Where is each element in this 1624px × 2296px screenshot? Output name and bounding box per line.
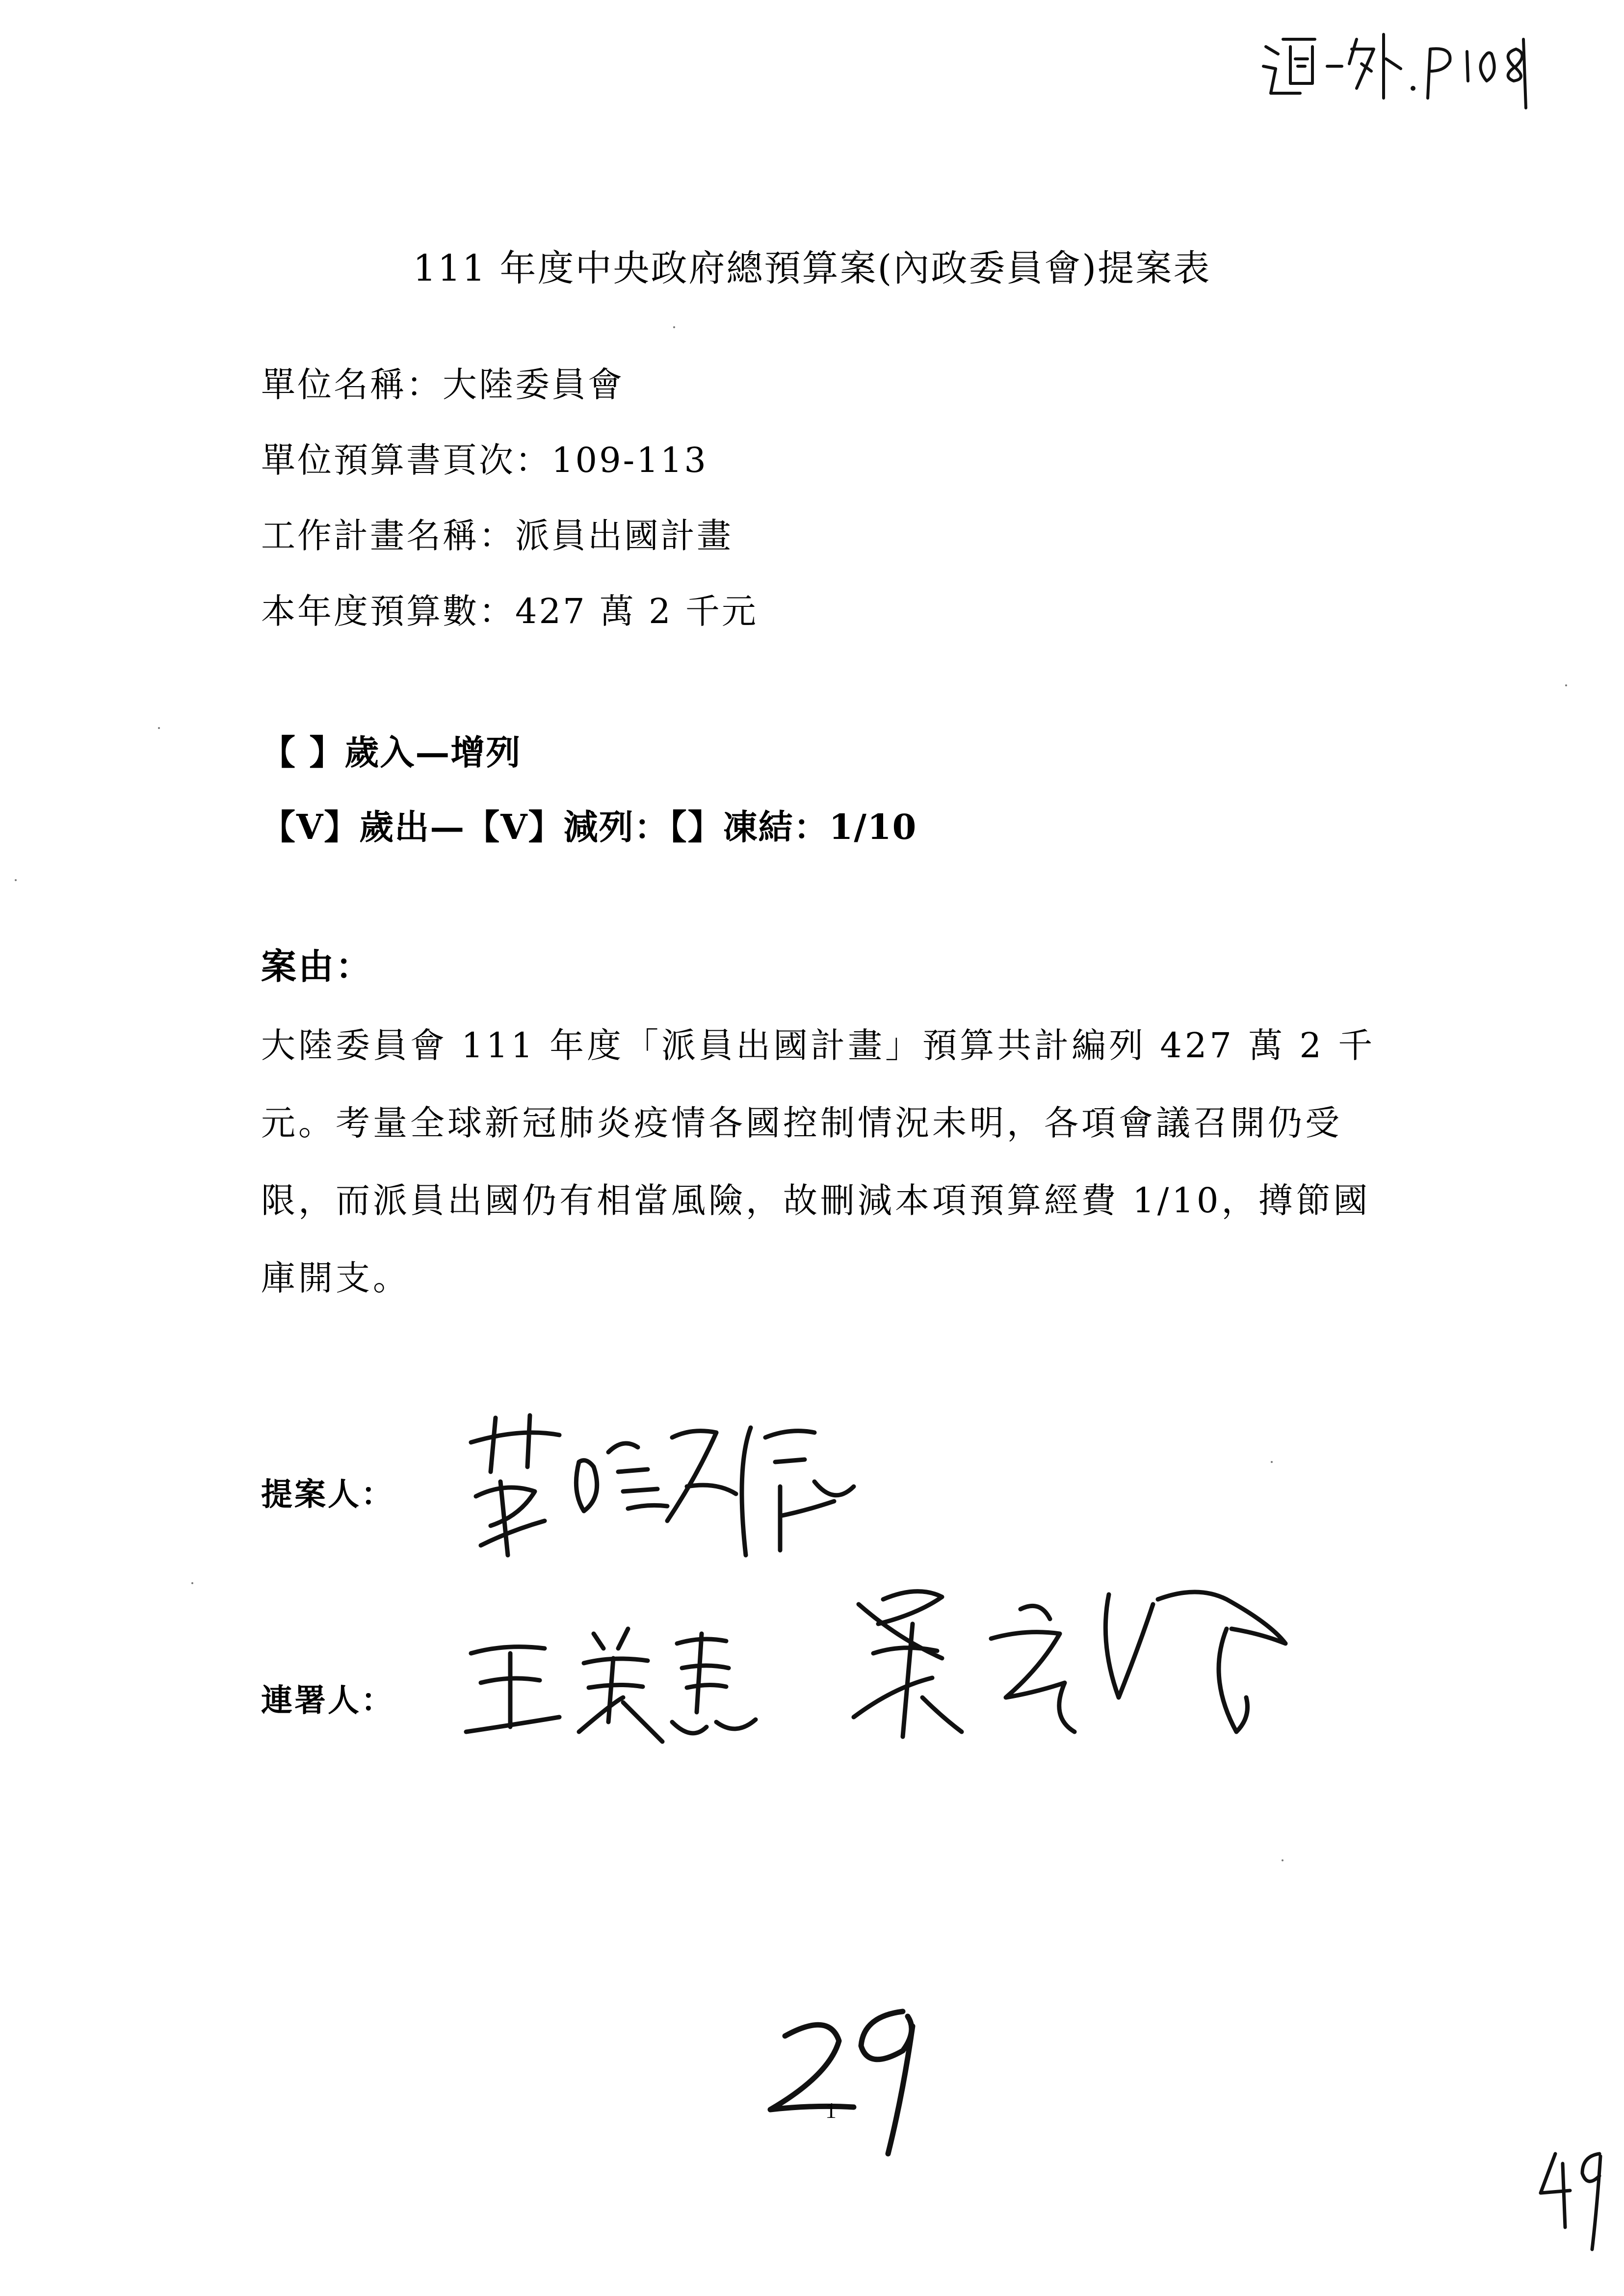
scan-speck [1282, 1859, 1283, 1861]
scan-speck [15, 879, 17, 881]
reason-line: 元。考量全球新冠肺炎疫情各國控制情況未明，各項會議召開仍受 [261, 1103, 1342, 1143]
proposer-label: 提案人： [261, 1476, 394, 1513]
scan-speck [1271, 1461, 1273, 1463]
option-income-line: 【 】歲入—增列 [261, 732, 522, 773]
field-unit-name-value: 大陸委員會 [443, 365, 624, 405]
handwritten-corner-annotation [1536, 2144, 1609, 2257]
reason-heading: 案由： [261, 945, 373, 987]
scan-speck [1565, 684, 1567, 686]
handwritten-annotation-top-right [1256, 20, 1560, 113]
document-title: 111 年度中央政府總預算案(內政委員會)提案表 [413, 247, 1211, 289]
field-unit-name-label: 單位名稱： [261, 365, 443, 405]
field-budget-pages [261, 433, 708, 482]
scan-speck [673, 326, 675, 328]
field-plan-name-value: 派員出國計畫 [515, 516, 733, 556]
page-number: 1 [825, 2098, 837, 2123]
field-budget-amount-value: 427 萬 2 千元 [515, 591, 758, 631]
scan-speck [191, 1582, 193, 1584]
cosigner-label: 連署人： [261, 1682, 394, 1719]
field-plan-name-label: 工作計畫名稱： [261, 516, 515, 556]
reason-line: 庫開支。 [261, 1258, 410, 1298]
field-budget-amount [261, 584, 758, 633]
cosigner-signature-2 [844, 1570, 1315, 1776]
field-budget-amount-label: 本年度預算數： [261, 591, 515, 631]
cosigner-signature-1 [461, 1614, 765, 1761]
field-unit-name [261, 357, 624, 407]
field-budget-pages-value: 109-113 [551, 440, 708, 480]
handwritten-page-number [756, 2002, 942, 2164]
scan-speck [158, 727, 160, 729]
reason-line: 限，而派員出國仍有相當風險，故刪減本項預算經費 1/10，撙節國 [261, 1180, 1371, 1221]
proposer-signature [461, 1408, 864, 1570]
field-plan-name [261, 508, 733, 558]
reason-line: 大陸委員會 111 年度「派員出國計畫」預算共計編列 427 萬 2 千 [261, 1025, 1376, 1066]
field-budget-pages-label: 單位預算書頁次： [261, 440, 551, 480]
option-expense-line: 【V】歲出—【V】減列：【】凍結：1/10 [261, 807, 917, 847]
